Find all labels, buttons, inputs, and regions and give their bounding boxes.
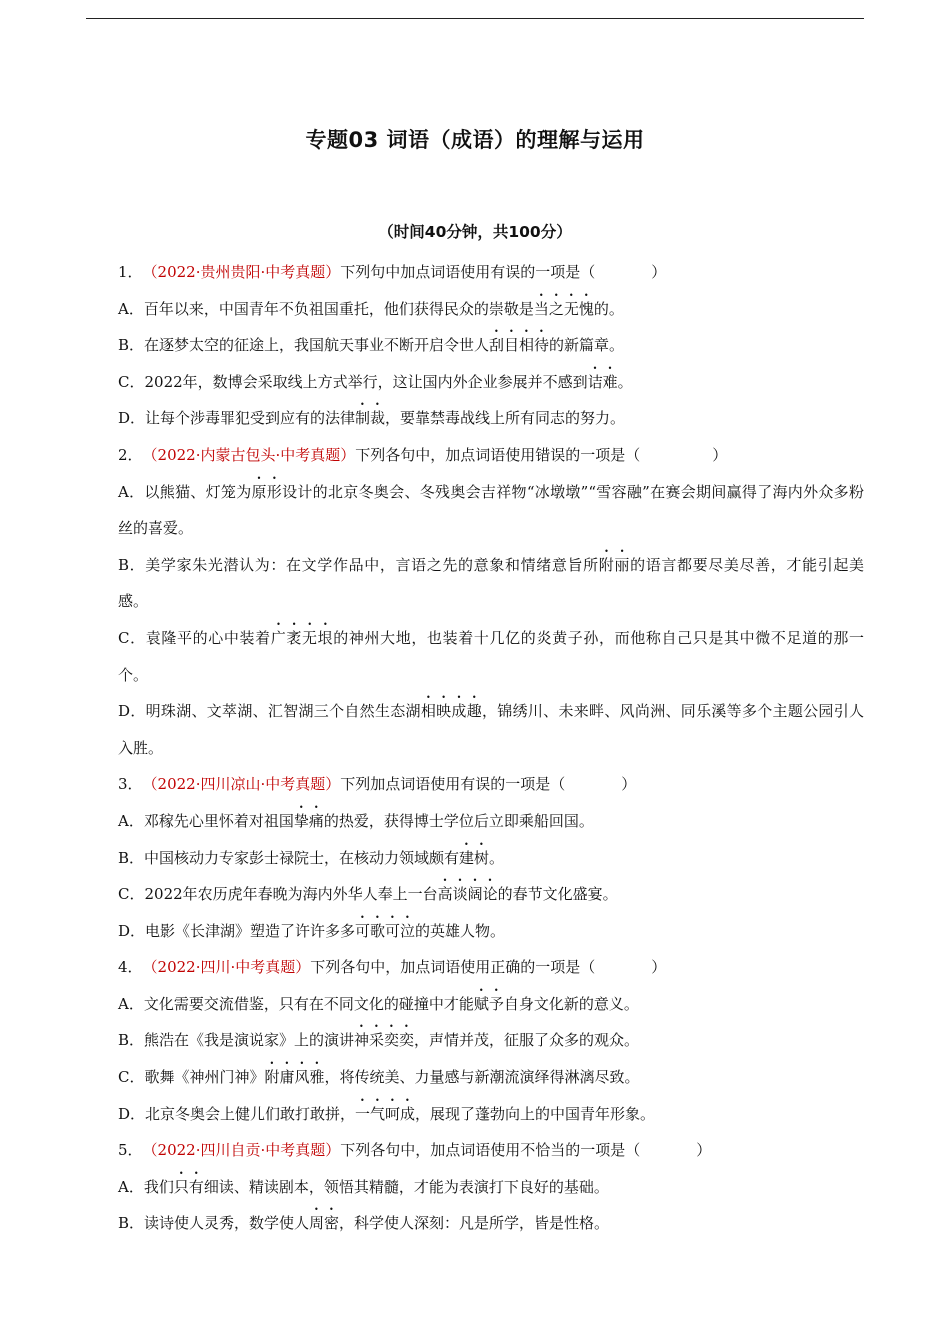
dotted-word: 相映成趣	[420, 702, 483, 721]
question-stem: 5．（2022·四川自贡·中考真题）下列各句中，加点词语使用不恰当的一项是（ ）	[86, 1132, 864, 1169]
option: C．歌舞《神州门神》附庸风雅，将传统美、力量感与新潮流演绎得淋漓尽致。	[118, 1068, 640, 1087]
question-number: 1．	[118, 263, 143, 281]
dotted-word: 当之无愧	[533, 299, 594, 318]
dotted-word: 挚痛	[293, 811, 324, 830]
question-text: 下列各句中，加点词语使用错误的一项是（	[355, 445, 641, 464]
option: A．文化需要交流借鉴，只有在不同文化的碰撞中才能赋予自身文化新的意义。	[118, 994, 639, 1013]
option: D．让每个涉毒罪犯受到应有的法律制裁，要靠禁毒战线上所有同志的努力。	[118, 409, 626, 428]
dotted-word: 高谈阔论	[437, 885, 498, 904]
option: A．百年以来，中国青年不负祖国重托，他们获得民众的崇敬是当之无愧的。	[118, 299, 624, 318]
question-text: 下列加点词语使用有误的一项是（	[340, 775, 566, 794]
question-source: （2022·贵州贵阳·中考真题）	[142, 263, 341, 281]
question-number: 2．	[118, 445, 143, 464]
question-text: 下列句中加点词语使用有误的一项是（	[340, 263, 596, 281]
time-score-subtitle: （时间40分钟，共100分）	[378, 223, 572, 241]
question-stem: 4．（2022·四川·中考真题）下列各句中，加点词语使用正确的一项是（ ）	[86, 949, 864, 986]
dotted-word: 神采奕奕	[354, 1031, 415, 1050]
dotted-word: 原形	[251, 482, 283, 501]
option: B．读诗使人灵秀，数学使人周密，科学使人深刻：凡是所学，皆是性格。	[118, 1214, 610, 1233]
option: D．明珠湖、文萃湖、汇智湖三个自然生态湖相映成趣，锦绣川、未来畔、风尚洲、同乐溪等多个主题公园引人入胜。	[118, 702, 864, 757]
question-text: 下列各句中，加点词语使用不恰当的一项是（	[340, 1141, 641, 1160]
option: B．在逐梦太空的征途上，我国航天事业不断开启令世人刮目相待的新篇章。	[118, 336, 625, 355]
dotted-word: 一气呵成	[355, 1104, 416, 1123]
question-source: （2022·四川自贡·中考真题）	[142, 1141, 341, 1160]
option: C．2022年，数博会采取线上方式举行，这让国内外企业参展并不感到诘难。	[118, 372, 633, 391]
dotted-word: 周密	[309, 1214, 340, 1233]
dotted-word: 刮目相待	[489, 336, 550, 355]
option: B．熊浩在《我是演说家》上的演讲神采奕奕，声情并茂，征服了众多的观众。	[118, 1031, 640, 1050]
question-number: 3．	[118, 775, 143, 794]
option: B．美学家朱光潜认为：在文学作品中，言语之先的意象和情绪意旨所附丽的语言都要尽美尽善，才能引起美感。	[118, 555, 864, 611]
top-rule	[86, 18, 864, 19]
option: B．中国核动力专家彭士禄院士，在核动力领域颇有建树。	[118, 848, 505, 867]
dotted-word: 只有	[173, 1177, 204, 1196]
question-stem: 2．（2022·内蒙古包头·中考真题）下列各句中，加点词语使用错误的一项是（ ）	[86, 437, 864, 474]
option: A．以熊猫、灯笼为原形设计的北京冬奥会、冬残奥会吉祥物“冰墩墩”“雪容融”在赛会期间赢得了海内外众多粉丝的喜爱。	[118, 482, 864, 538]
question-list	[86, 254, 864, 1242]
question-source: （2022·四川·中考真题）	[142, 958, 311, 977]
dotted-word: 制裁	[355, 409, 386, 428]
option: C．袁隆平的心中装着广袤无垠的神州大地，也装着十几亿的炎黄子孙，而他称自己只是其中微不足道的那一个。	[118, 628, 864, 684]
question-number: 5．	[118, 1141, 143, 1160]
question-number: 4．	[118, 958, 143, 977]
option: A．邓稼先心里怀着对祖国挚痛的热爱，获得博士学位后立即乘船回国。	[118, 811, 594, 830]
dotted-word: 附丽	[598, 555, 631, 574]
dotted-word: 广袤无垠	[270, 628, 334, 647]
option: A．我们只有细读、精读剧本，领悟其精髓，才能为表演打下良好的基础。	[118, 1177, 609, 1196]
question-stem: 3．（2022·四川凉山·中考真题）下列加点词语使用有误的一项是（ ）	[86, 766, 864, 803]
dotted-word: 附庸风雅	[264, 1068, 325, 1087]
option: C．2022年农历虎年春晚为海内外华人奉上一台高谈阔论的春节文化盛宴。	[118, 885, 618, 904]
question-source: （2022·内蒙古包头·中考真题）	[142, 445, 356, 464]
dotted-word: 可歌可泣	[355, 921, 416, 940]
page-title: 专题03 词语（成语）的理解与运用	[305, 128, 645, 152]
question-source: （2022·四川凉山·中考真题）	[142, 775, 341, 794]
option: D．电影《长津湖》塑造了许许多多可歌可泣的英雄人物。	[118, 921, 506, 940]
option: D．北京冬奥会上健儿们敢打敢拼，一气呵成，展现了蓬勃向上的中国青年形象。	[118, 1104, 656, 1123]
question-text: 下列各句中，加点词语使用正确的一项是（	[310, 958, 596, 977]
dotted-word: 诘难	[587, 372, 618, 391]
question-stem: 1．（2022·贵州贵阳·中考真题）下列句中加点词语使用有误的一项是（ ）	[86, 254, 864, 291]
dotted-word: 赋予	[473, 994, 504, 1013]
dotted-word: 建树	[459, 848, 490, 867]
